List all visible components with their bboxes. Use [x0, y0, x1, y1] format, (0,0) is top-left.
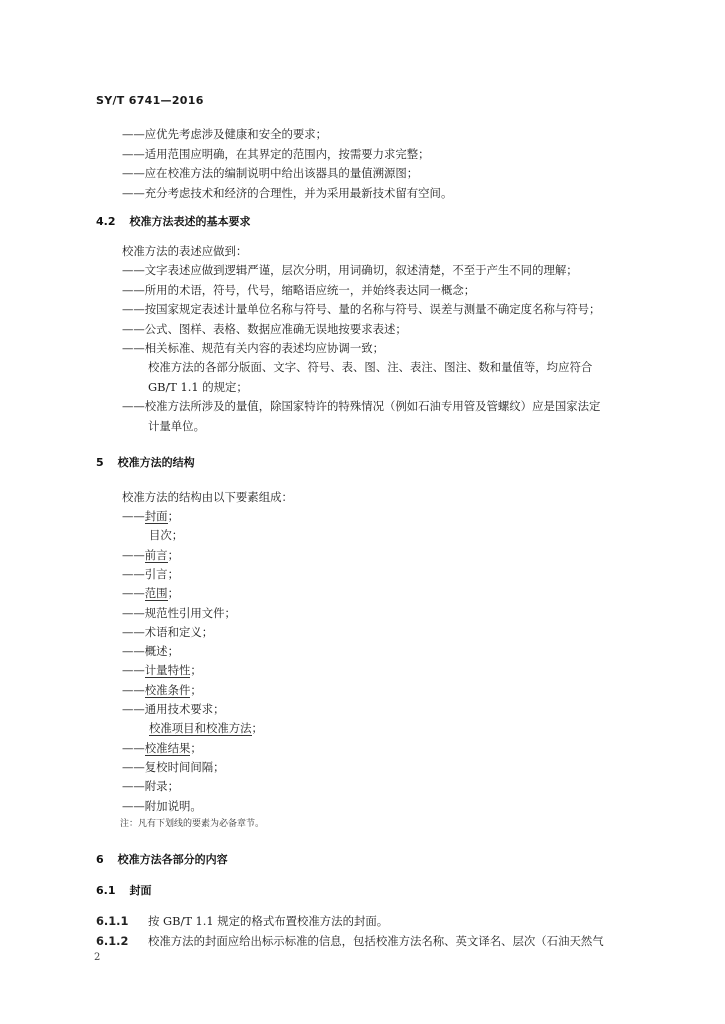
item-text: 术语和定义 [144, 624, 202, 639]
section-title: 校准方法的结构 [117, 456, 195, 469]
clause-number: 6.1.2 [96, 934, 129, 948]
item-dash: —— [122, 702, 145, 716]
item-dash: —— [122, 663, 145, 678]
section-heading-6 [96, 853, 228, 867]
structure-item [122, 586, 179, 600]
page-number: 2 [94, 952, 101, 963]
clause-number: 6.1.1 [96, 914, 129, 928]
list-item: ——校准方法所涉及的量值，除国家特许的特殊情况（例如石油专用管及管螺纹）应是国家法定 [122, 399, 601, 413]
item-punct: ； [167, 586, 179, 601]
item-punct: ； [213, 702, 225, 716]
item-text: 封面 [144, 509, 168, 523]
structure-item [122, 702, 225, 716]
structure-item [122, 567, 179, 581]
structure-item [122, 644, 179, 658]
item-text: 引言 [144, 566, 168, 581]
section-heading-5 [96, 456, 195, 470]
item-text: 范围 [144, 586, 168, 601]
structure-item [122, 760, 225, 774]
item-punct: ； [167, 509, 179, 523]
list-item: ——适用范围应明确，在其界定的范围内，按需要力求完整； [122, 147, 430, 161]
item-punct: ； [190, 740, 202, 755]
item-text: 校准结果 [144, 740, 191, 755]
item-text: 附录 [144, 779, 168, 794]
item-text: 概述 [144, 644, 168, 659]
item-text: 前言 [144, 547, 168, 562]
item-punct: ； [167, 547, 179, 562]
section-number: 6 [96, 853, 104, 866]
structure-item [122, 548, 179, 562]
section-title: 校准方法各部分的内容 [117, 853, 228, 866]
structure-item [122, 606, 236, 620]
item-text: 通用技术要求 [144, 702, 214, 716]
standard-code: SY/T 6741—2016 [96, 94, 204, 107]
item-dash: —— [122, 644, 145, 659]
section-heading-4-2 [96, 215, 251, 229]
item-dash: —— [122, 798, 145, 813]
list-item: ——应在校准方法的编制说明中给出该器具的量值溯源图； [122, 166, 419, 180]
item-dash: —— [122, 605, 145, 620]
structure-item [122, 528, 183, 542]
item-text: 附加说明 [144, 798, 191, 813]
item-dash: —— [122, 624, 145, 639]
section-heading-6-1 [96, 884, 152, 898]
note: 注：凡有下划线的要素为必备章节。 [120, 819, 265, 829]
structure-item [122, 799, 202, 813]
paragraph: 校准方法的表述应做到： [122, 244, 248, 258]
item-dash: —— [122, 547, 145, 562]
structure-item [122, 663, 202, 677]
list-item: ——充分考虑技术和经济的合理性，并为采用最新技术留有空间。 [122, 186, 453, 200]
list-item: ——应优先考虑涉及健康和安全的要求； [122, 127, 328, 141]
clause-6-1-1 [96, 914, 388, 928]
list-item: ——公式、图样、表格、数据应准确无误地按要求表述； [122, 322, 407, 336]
section-number: 6.1 [96, 884, 116, 897]
item-text: 规范性引用文件 [144, 605, 225, 620]
item-punct: ； [167, 779, 179, 794]
structure-item [122, 509, 179, 523]
list-item: ——按国家规定表述计量单位名称与符号、量的名称与符号、误差与测量不确定度名称与符号； [122, 302, 601, 316]
item-text: 复校时间间隔 [144, 759, 214, 774]
item-dash: —— [122, 566, 145, 581]
item-dash: —— [122, 586, 145, 601]
item-punct: ； [167, 644, 179, 659]
item-punct: 。 [190, 798, 202, 813]
item-dash: —— [122, 759, 145, 774]
section-number: 5 [96, 456, 104, 469]
item-punct: ； [190, 663, 202, 678]
item-punct: ； [171, 528, 184, 543]
section-title: 封面 [129, 884, 152, 897]
item-text: 目次 [149, 528, 172, 543]
structure-item [122, 741, 202, 755]
clause-6-1-2 [96, 934, 604, 948]
item-dash: —— [122, 740, 145, 755]
item-punct: ； [224, 605, 236, 620]
item-dash: —— [122, 779, 145, 794]
section-number: 4.2 [96, 215, 116, 228]
section-title: 校准方法表述的基本要求 [129, 215, 251, 228]
structure-item [122, 721, 263, 735]
paragraph: GB/T 1.1 的规定； [148, 380, 248, 394]
structure-item [122, 625, 213, 639]
item-punct: ； [251, 721, 263, 736]
item-dash: —— [122, 509, 145, 523]
structure-item [122, 683, 202, 697]
item-punct: ； [190, 682, 202, 697]
item-punct: ； [167, 566, 179, 581]
item-text: 校准条件 [144, 682, 191, 697]
item-punct: ； [213, 759, 225, 774]
item-text: 校准项目和校准方法 [149, 721, 252, 736]
paragraph: 计量单位。 [148, 419, 205, 433]
list-item: ——文字表述应做到逻辑严谨，层次分明，用词确切，叙述清楚，不至于产生不同的理解； [122, 263, 578, 277]
clause-text: 按 GB/T 1.1 规定的格式布置校准方法的封面。 [148, 914, 389, 928]
item-dash: —— [122, 682, 145, 697]
list-item: ——相关标准、规范有关内容的表述均应协调一致； [122, 341, 384, 355]
paragraph: 校准方法的结构由以下要素组成： [122, 490, 293, 504]
clause-text: 校准方法的封面应给出标示标准的信息，包括校准方法名称、英文译名、层次（石油天然气 [148, 934, 604, 948]
paragraph: 校准方法的各部分版面、文字、符号、表、图、注、表注、图注、数和量值等，均应符合 [148, 360, 593, 374]
list-item: ——所用的术语，符号，代号，缩略语应统一，并始终表达同一概念； [122, 283, 476, 297]
item-text: 计量特性 [144, 663, 191, 678]
structure-item [122, 779, 179, 793]
item-punct: ； [201, 624, 214, 639]
